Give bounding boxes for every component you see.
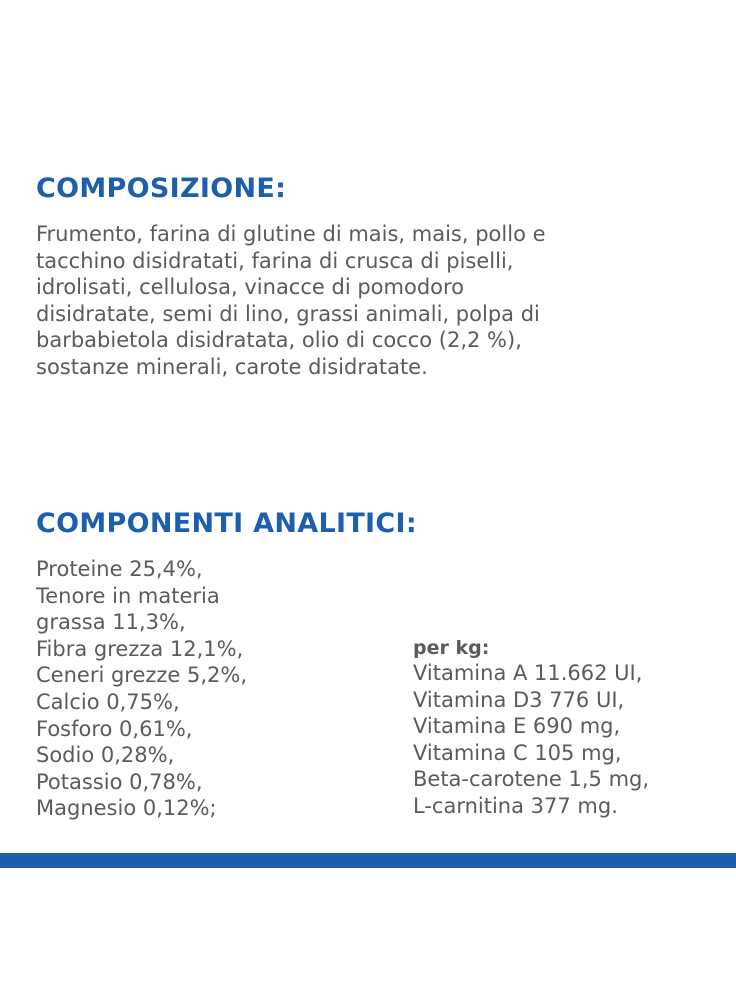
composition-line: sostanze minerali, carote disidratate. [36, 354, 428, 379]
composition-line: idrolisati, cellulosa, vinacce di pomodoro [36, 275, 465, 300]
list-item: Tenore in materia [36, 583, 220, 608]
list-item: Vitamina A 11.662 UI, [413, 661, 643, 685]
analytic-components-heading: COMPONENTI ANALITICI: [36, 508, 417, 539]
analytic-components-list [36, 556, 366, 822]
per-kg-block [413, 636, 649, 820]
list-item: grassa 11,3%, [36, 610, 186, 635]
composition-line: barbabietola disidratata, olio di cocco (2,2 %), [36, 328, 522, 353]
per-kg-label: per kg: [413, 637, 490, 659]
list-item: Vitamina E 690 mg, [413, 714, 621, 739]
footer-band [0, 853, 736, 868]
list-item: Vitamina D3 776 UI, [413, 687, 625, 712]
list-item: Sodio 0,28%, [36, 743, 175, 768]
composition-line: tacchino disidratati, farina di crusca di piselli, [36, 248, 514, 273]
list-item: Fibra grezza 12,1%, [36, 636, 244, 661]
list-item: Potassio 0,78%, [36, 769, 203, 794]
composition-line: disidratate, semi di lino, grassi animali, polpa di [36, 301, 540, 326]
composition-paragraph [36, 221, 726, 381]
list-item: Vitamina C 105 mg, [413, 740, 622, 765]
list-item: Calcio 0,75%, [36, 689, 180, 714]
list-item: Fosforo 0,61%, [36, 716, 193, 741]
list-item: Ceneri grezze 5,2%, [36, 663, 248, 688]
list-item: Magnesio 0,12%; [36, 796, 217, 821]
vitamin-list [413, 660, 649, 820]
composition-heading: COMPOSIZIONE: [36, 173, 287, 204]
list-item: Beta-carotene 1,5 mg, [413, 767, 650, 792]
list-item: L-carnitina 377 mg. [413, 793, 618, 818]
list-item: Proteine 25,4%, [36, 557, 203, 581]
composition-line: Frumento, farina di glutine di mais, mais, pollo e [36, 222, 546, 246]
